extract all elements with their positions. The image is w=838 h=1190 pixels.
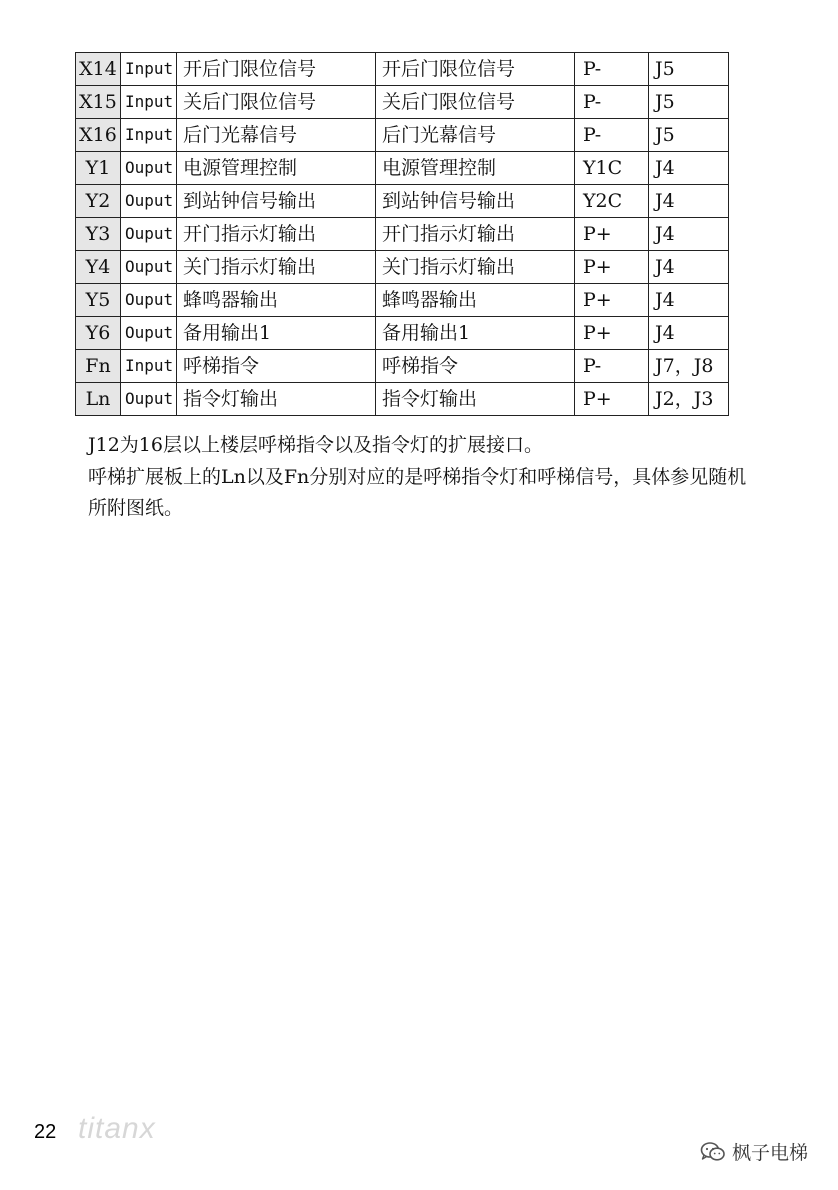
signal-name-cell: 开后门限位信号 xyxy=(177,53,376,86)
signal-name-cell: 后门光幕信号 xyxy=(177,119,376,152)
signal-desc-cell: 开门指示灯输出 xyxy=(376,218,575,251)
signal-desc-cell: 电源管理控制 xyxy=(376,152,575,185)
signal-name-cell: 开门指示灯输出 xyxy=(177,218,376,251)
table-row xyxy=(76,383,729,416)
watermark-text: 枫子电梯 xyxy=(732,1142,809,1164)
table-row xyxy=(76,317,729,350)
table-row xyxy=(76,119,729,152)
connector-cell: J4 xyxy=(649,185,729,218)
note-j12-expansion: J12为16层以上楼层呼梯指令以及指令灯的扩展接口。 xyxy=(88,434,543,456)
polarity-cell: P+ xyxy=(575,284,649,317)
watermark xyxy=(700,1138,808,1165)
direction-cell: Ouput xyxy=(121,284,177,317)
direction-cell: Ouput xyxy=(121,218,177,251)
direction-cell: Input xyxy=(121,350,177,383)
table-row xyxy=(76,350,729,383)
direction-cell: Ouput xyxy=(121,383,177,416)
signal-id-cell: Fn xyxy=(76,350,121,383)
signal-id-cell: Y4 xyxy=(76,251,121,284)
signal-desc-cell: 到站钟信号输出 xyxy=(376,185,575,218)
signal-id-cell: X16 xyxy=(76,119,121,152)
connector-cell: J5 xyxy=(649,53,729,86)
signal-id-cell: Y3 xyxy=(76,218,121,251)
signal-name-cell: 指令灯输出 xyxy=(177,383,376,416)
direction-cell: Input xyxy=(121,53,177,86)
direction-cell: Ouput xyxy=(121,185,177,218)
signal-name-cell: 呼梯指令 xyxy=(177,350,376,383)
signal-id-cell: Y5 xyxy=(76,284,121,317)
signal-id-cell: X15 xyxy=(76,86,121,119)
signal-id-cell: Ln xyxy=(76,383,121,416)
page-number: 22 xyxy=(34,1121,57,1143)
table-row xyxy=(76,251,729,284)
table-row xyxy=(76,53,729,86)
signal-name-cell: 关后门限位信号 xyxy=(177,86,376,119)
table-row xyxy=(76,218,729,251)
direction-cell: Ouput xyxy=(121,251,177,284)
connector-cell: J4 xyxy=(649,284,729,317)
polarity-cell: Y1C xyxy=(575,152,649,185)
table-row xyxy=(76,152,729,185)
polarity-cell: P- xyxy=(575,86,649,119)
signal-desc-cell: 关门指示灯输出 xyxy=(376,251,575,284)
signal-desc-cell: 关后门限位信号 xyxy=(376,86,575,119)
io-signal-table xyxy=(75,52,729,416)
signal-name-cell: 电源管理控制 xyxy=(177,152,376,185)
connector-cell: J5 xyxy=(649,119,729,152)
signal-desc-cell: 开后门限位信号 xyxy=(376,53,575,86)
direction-cell: Ouput xyxy=(121,152,177,185)
table-row xyxy=(76,284,729,317)
polarity-cell: P- xyxy=(575,119,649,152)
table-row xyxy=(76,86,729,119)
signal-id-cell: Y6 xyxy=(76,317,121,350)
signal-desc-cell: 呼梯指令 xyxy=(376,350,575,383)
direction-cell: Input xyxy=(121,86,177,119)
direction-cell: Input xyxy=(121,119,177,152)
polarity-cell: P+ xyxy=(575,251,649,284)
connector-cell: J2，J3 xyxy=(649,383,729,416)
signal-desc-cell: 后门光幕信号 xyxy=(376,119,575,152)
signal-desc-cell: 蜂鸣器输出 xyxy=(376,284,575,317)
connector-cell: J4 xyxy=(649,251,729,284)
signal-name-cell: 备用输出1 xyxy=(177,317,376,350)
signal-desc-cell: 备用输出1 xyxy=(376,317,575,350)
connector-cell: J7，J8 xyxy=(649,350,729,383)
table-row xyxy=(76,185,729,218)
polarity-cell: Y2C xyxy=(575,185,649,218)
signal-id-cell: X14 xyxy=(76,53,121,86)
polarity-cell: P+ xyxy=(575,317,649,350)
note-call-expansion-board: 呼梯扩展板上的Ln以及Fn分别对应的是呼梯指令灯和呼梯信号，具体参见随机所附图纸。 xyxy=(88,466,747,519)
signal-id-cell: Y1 xyxy=(76,152,121,185)
polarity-cell: P+ xyxy=(575,383,649,416)
signal-desc-cell: 指令灯输出 xyxy=(376,383,575,416)
signal-name-cell: 关门指示灯输出 xyxy=(177,251,376,284)
connector-cell: J4 xyxy=(649,317,729,350)
connector-cell: J5 xyxy=(649,86,729,119)
connector-cell: J4 xyxy=(649,218,729,251)
signal-name-cell: 到站钟信号输出 xyxy=(177,185,376,218)
signal-name-cell: 蜂鸣器输出 xyxy=(177,284,376,317)
wechat-icon xyxy=(700,1141,726,1163)
direction-cell: Ouput xyxy=(121,317,177,350)
polarity-cell: P- xyxy=(575,350,649,383)
signal-id-cell: Y2 xyxy=(76,185,121,218)
brand-logo-text: titanx xyxy=(78,1112,156,1145)
connector-cell: J4 xyxy=(649,152,729,185)
polarity-cell: P+ xyxy=(575,218,649,251)
polarity-cell: P- xyxy=(575,53,649,86)
